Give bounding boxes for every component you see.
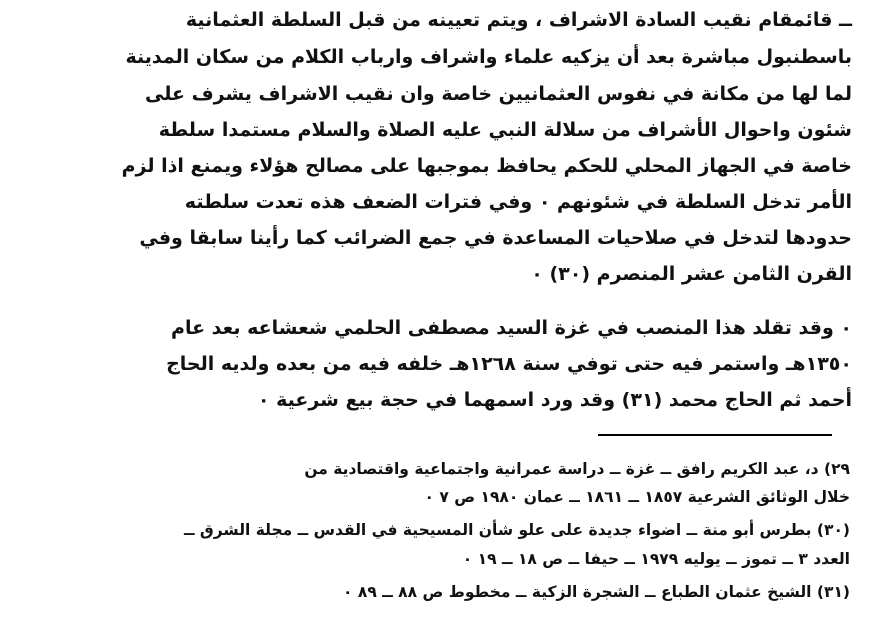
body-line-6: الأمر تدخل السلطة في شئونهم ۰ وفي فترات الضعف هذه تعدت سلطته xyxy=(184,191,852,213)
footnote-29-line-2: خلال الوثائق الشرعية ١٨٥٧ ــ ١٨٦١ ــ عمان ١٩٨٠ ص ٧ ۰ xyxy=(424,488,850,506)
body-line-11: أحمد ثم الحاج محمد (٣١) وقد ورد اسمهما في حجة بيع شرعية ۰ xyxy=(257,389,852,411)
body-line-7: حدودها لتدخل في صلاحيات المساعدة في جمع الضرائب كما رأينا سابقا وفي xyxy=(139,227,852,249)
body-line-10: ١٣٥٠هـ واستمر فيه حتى توفي سنة ١٢٦٨هـ خلفه فيه من بعده ولديه الحاج xyxy=(166,353,852,375)
body-line-1: ــ قائمقام نقيب السادة الاشراف ، ويتم تعيينه من قبل السلطة العثمانية xyxy=(185,9,852,31)
footnote-30-line-1: (٣٠) بطرس أبو منة ــ اضواء جديدة على علو شأن المسيحية في القدس ــ مجلة الشرق ــ xyxy=(183,521,850,539)
body-line-8: القرن الثامن عشر المنصرم (٣٠) ۰ xyxy=(531,263,852,285)
body-line-5: خاصة في الجهاز المحلي للحكم يحافظ بموجبها على مصالح هؤلاء ويمنع اذا لزم xyxy=(121,155,852,177)
body-line-3: لما لها من مكانة في نفوس العثمانيين خاصة وان نقيب الاشراف يشرف على xyxy=(145,83,852,105)
body-line-9: ۰ وقد تقلد هذا المنصب في غزة السيد مصطفى الحلمي شعشاعه بعد عام xyxy=(171,317,852,339)
footnote-30-line-2: العدد ٣ ــ تموز ــ يوليه ١٩٧٩ ــ حيفا ــ ص ١٨ ــ ١٩ ۰ xyxy=(462,550,850,568)
body-line-4: شئون واحوال الأشراف من سلالة النبي عليه الصلاة والسلام مستمدا سلطة xyxy=(158,119,852,141)
footnote-31: (٣١) الشيخ عثمان الطباع ــ الشجرة الزكية ــ مخطوط ص ٨٨ ــ ٨٩ ۰ xyxy=(342,583,850,601)
footnote-29-line-1: ٢٩) د، عبد الكريم رافق ــ غزة ــ دراسة عمرانية واجتماعية واقتصادية من xyxy=(304,460,850,478)
body-line-2: باسطنبول مباشرة بعد أن يزكيه علماء واشراف وارباب الكلام من سكان المدينة xyxy=(125,46,852,68)
footnote-separator xyxy=(598,434,832,436)
